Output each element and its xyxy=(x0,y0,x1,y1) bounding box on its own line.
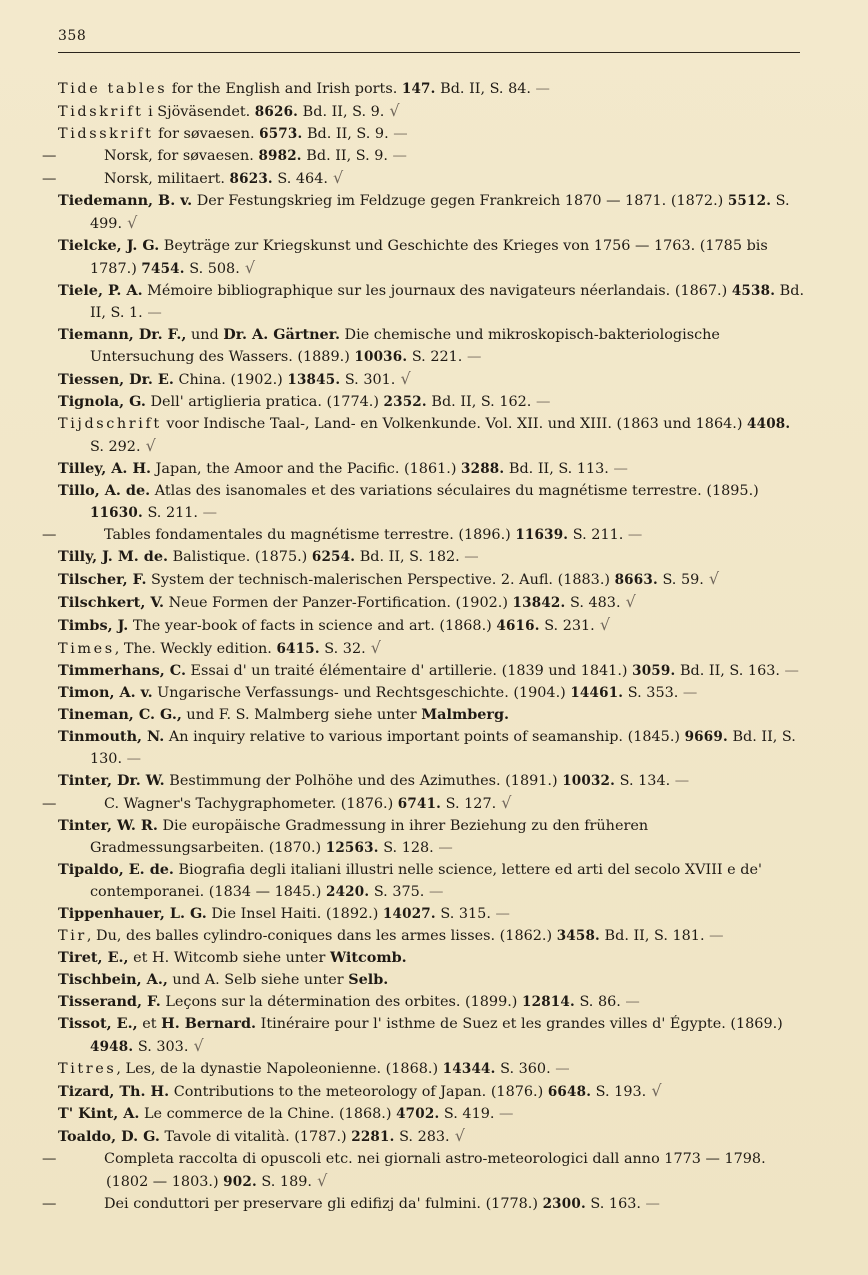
catalog-entry xyxy=(58,925,806,947)
entry-title-spaced: Tide tables xyxy=(58,81,168,97)
entry-author: Tillo, A. de. xyxy=(58,482,151,499)
entry-author: Tippenhauer, L. G. xyxy=(58,905,207,922)
entry-author: Tignola, G. xyxy=(58,393,146,410)
volume-page-ref: S. 375. xyxy=(369,884,425,900)
volume-page-ref: S. 464. xyxy=(272,171,328,187)
catalog-number: 2352. xyxy=(383,394,427,410)
handwritten-mark: — xyxy=(779,663,799,679)
catalog-entry xyxy=(58,280,806,324)
entry-author: Tilscher, F. xyxy=(58,571,147,588)
entry-text: C. Wagner's Tachygraphometer. (1876.) xyxy=(104,796,398,812)
catalog-number: 6415. xyxy=(276,641,320,657)
handwritten-mark: √ xyxy=(496,793,512,812)
entry-text: China. (1902.) xyxy=(173,372,288,388)
catalog-number: 5512. xyxy=(727,193,772,209)
catalog-entry xyxy=(58,591,806,614)
volume-page-ref: Bd. II, S. 163. xyxy=(675,663,780,679)
entry-text: und F. S. Malmberg siehe unter xyxy=(181,707,422,723)
volume-page-ref: Bd. II, S. 9. xyxy=(298,104,385,120)
handwritten-mark: — xyxy=(678,685,698,701)
handwritten-mark: — xyxy=(387,148,407,164)
volume-page-ref: S. 211. xyxy=(142,505,198,521)
volume-page-ref: Bd. II, S. 162. xyxy=(426,394,532,410)
handwritten-mark: √ xyxy=(365,638,381,657)
ditto-dash: — xyxy=(42,1151,57,1167)
header-rule xyxy=(58,52,800,53)
handwritten-mark: √ xyxy=(703,569,720,588)
volume-page-ref: S. 211. xyxy=(568,527,624,543)
entry-coauthor: Dr. A. Gärtner. xyxy=(223,326,340,343)
catalog-entry xyxy=(58,1103,806,1125)
catalog-number: 8626. xyxy=(254,104,299,120)
entry-author: Tizard, Th. H. xyxy=(58,1083,170,1100)
handwritten-mark: — xyxy=(640,1196,660,1212)
catalog-number: 6254. xyxy=(311,549,356,565)
handwritten-mark: — xyxy=(530,81,550,97)
catalog-number: 8663. xyxy=(614,572,658,588)
volume-page-ref: S. 292. xyxy=(90,439,141,455)
entry-text: Essai d' un traité élémentaire d' artillerie. (1839 und 1841.) xyxy=(185,663,633,679)
volume-page-ref: S. 301. xyxy=(340,372,396,388)
handwritten-mark: — xyxy=(490,906,510,922)
entry-text: Die chemische und mikroskopisch-bakteriologische Untersuchung des Wassers. (1889.) xyxy=(90,327,720,365)
volume-page-ref: S. 283. xyxy=(394,1129,450,1145)
entry-author: Tilschkert, V. xyxy=(58,594,165,611)
handwritten-mark: — xyxy=(388,126,408,142)
entry-author: Tiele, P. A. xyxy=(58,282,143,299)
entry-author: Tielcke, J. G. xyxy=(58,237,160,254)
catalog-number: 10036. xyxy=(354,349,408,365)
handwritten-mark: — xyxy=(550,1061,570,1077)
ditto-dash: — xyxy=(42,171,57,187)
ditto-dash: — xyxy=(42,148,57,164)
entry-author: Tinmouth, N. xyxy=(58,728,165,745)
entry-text: An inquiry relative to various important points of seamanship. (1845.) xyxy=(164,729,685,745)
catalog-number: 3288. xyxy=(461,461,505,477)
catalog-number: 13842. xyxy=(512,595,566,611)
catalog-number: 147. xyxy=(401,81,436,97)
catalog-entry xyxy=(42,167,806,190)
catalog-number: 3458. xyxy=(556,928,600,944)
catalog-number: 902. xyxy=(223,1174,257,1190)
catalog-entry xyxy=(58,770,806,792)
catalog-number: 4538. xyxy=(731,283,776,299)
entry-text: und A. Selb siehe unter xyxy=(167,972,349,988)
entry-text: Balistique. (1875.) xyxy=(168,549,312,565)
catalog-entries xyxy=(42,78,806,1215)
handwritten-mark: √ xyxy=(646,1081,662,1100)
entry-text: for søvaesen. xyxy=(153,126,260,142)
entry-text: Norsk, for søvaesen. xyxy=(104,148,259,164)
handwritten-mark: √ xyxy=(311,1171,328,1190)
volume-page-ref: S. 193. xyxy=(591,1084,647,1100)
volume-page-ref: S. 86. xyxy=(574,994,621,1010)
entry-author: Tisserand, F. xyxy=(58,993,161,1010)
entry-text: Dei conduttori per preservare gli edifizj da' fulmini. (1778.) xyxy=(104,1196,543,1212)
catalog-entry xyxy=(58,815,806,859)
handwritten-mark: √ xyxy=(122,213,138,232)
catalog-entry xyxy=(58,78,806,100)
handwritten-mark: — xyxy=(459,549,479,565)
catalog-entry xyxy=(58,682,806,704)
page-number: 358 xyxy=(58,28,87,44)
catalog-entry xyxy=(58,947,806,969)
entry-title-spaced: Tidsskrift xyxy=(58,126,154,142)
volume-page-ref: S. 128. xyxy=(378,840,434,856)
catalog-number: 9669. xyxy=(684,729,728,745)
entry-author: Timmerhans, C. xyxy=(58,662,186,679)
entry-author: Tiessen, Dr. E. xyxy=(58,371,174,388)
volume-page-ref: S. 163. xyxy=(585,1196,641,1212)
entry-text: Japan, the Amoor and the Pacific. (1861.) xyxy=(151,461,462,477)
volume-page-ref: S. 483. xyxy=(565,595,621,611)
handwritten-mark: √ xyxy=(239,258,256,277)
catalog-number: 12814. xyxy=(522,994,575,1010)
catalog-entry xyxy=(58,324,806,368)
volume-page-ref: Bd. II, S. 130. xyxy=(90,729,796,767)
handwritten-mark: — xyxy=(424,884,444,900)
volume-page-ref: S. 303. xyxy=(133,1039,189,1055)
entry-coauthor: Selb. xyxy=(348,971,389,988)
handwritten-mark: — xyxy=(704,928,724,944)
entry-text: Tables fondamentales du magnétisme terrestre. (1896.) xyxy=(104,527,516,543)
catalog-number: 14027. xyxy=(382,906,436,922)
handwritten-mark: √ xyxy=(327,168,344,187)
volume-page-ref: S. 134. xyxy=(615,773,671,789)
entry-text: Mémoire bibliographique sur les journaux des navigateurs néerlandais. (1867.) xyxy=(142,283,732,299)
entry-text: et xyxy=(137,1016,162,1032)
catalog-entry xyxy=(58,1013,806,1058)
volume-page-ref: S. 360. xyxy=(495,1061,551,1077)
catalog-number: 4948. xyxy=(90,1039,134,1055)
entry-title-spaced: Tidskrift xyxy=(58,104,144,120)
handwritten-mark: √ xyxy=(620,592,636,611)
catalog-number: 6741. xyxy=(397,796,442,812)
entry-author: Tineman, C. G., xyxy=(58,706,182,723)
entry-text: for the English and Irish ports. xyxy=(167,81,402,97)
catalog-entry xyxy=(42,524,806,546)
catalog-entry xyxy=(58,726,806,770)
entry-text: Itinéraire pour l' isthme de Suez et les grandes villes d' Égypte. (1869.) xyxy=(256,1016,783,1032)
volume-page-ref: S. 353. xyxy=(623,685,679,701)
entry-text: Dell' artiglieria pratica. (1774.) xyxy=(145,394,384,410)
entry-author: Timbs, J. xyxy=(58,617,129,634)
entry-text: Tavole di vitalità. (1787.) xyxy=(159,1129,352,1145)
catalog-entry xyxy=(58,991,806,1013)
entry-coauthor: Witcomb. xyxy=(329,949,407,966)
volume-page-ref: S. 59. xyxy=(657,572,704,588)
entry-title-spaced: Tijdschrift xyxy=(58,416,162,432)
catalog-number: 4408. xyxy=(747,416,791,432)
catalog-entry xyxy=(58,568,806,591)
volume-page-ref: S. 419. xyxy=(439,1106,495,1122)
entry-text: i Sjöväsendet. xyxy=(143,104,255,120)
handwritten-mark: — xyxy=(142,305,162,321)
entry-author: Tilly, J. M. de. xyxy=(58,548,169,565)
catalog-entry xyxy=(42,1148,806,1193)
entry-text: Beyträge zur Kriegskunst und Geschichte des Krieges von 1756 — 1763. (1785 bis 1787.) xyxy=(90,238,768,277)
catalog-number: 4702. xyxy=(396,1106,440,1122)
entry-coauthor: H. Bernard. xyxy=(161,1015,257,1032)
entry-text: Norsk, militaert. xyxy=(104,171,230,187)
entry-author: Toaldo, D. G. xyxy=(58,1128,160,1145)
catalog-number: 2300. xyxy=(542,1196,586,1212)
entry-author: T' Kint, A. xyxy=(58,1105,140,1122)
catalog-number: 11639. xyxy=(515,527,569,543)
catalog-number: 8982. xyxy=(258,148,302,164)
catalog-number: 4616. xyxy=(496,618,540,634)
volume-page-ref: Bd. II, S. 113. xyxy=(504,461,609,477)
entry-text: voor Indische Taal-, Land- en Volkenkunde. Vol. XII. und XIII. (1863 und 1864.) xyxy=(161,416,748,432)
entry-author: Tissot, E., xyxy=(58,1015,138,1032)
entry-text: Contributions to the meteorology of Japan. (1876.) xyxy=(169,1084,548,1100)
catalog-entry xyxy=(58,704,806,726)
entry-text: Neue Formen der Panzer-Fortification. (1902.) xyxy=(164,595,513,611)
volume-page-ref: Bd. II, S. 1. xyxy=(90,283,805,321)
catalog-entry xyxy=(58,614,806,637)
catalog-entry xyxy=(58,859,806,903)
handwritten-mark: — xyxy=(623,527,643,543)
entry-text: Bestimmung der Polhöhe und des Azimuthes. (1891.) xyxy=(164,773,563,789)
entry-author: Tiedemann, B. v. xyxy=(58,192,193,209)
catalog-entry xyxy=(58,1058,806,1080)
handwritten-mark: — xyxy=(198,505,217,521)
entry-author: Tinter, W. R. xyxy=(58,817,158,834)
volume-page-ref: S. 231. xyxy=(539,618,595,634)
catalog-number: 12563. xyxy=(325,840,379,856)
handwritten-mark: — xyxy=(433,840,453,856)
entry-author: Tinter, Dr. W. xyxy=(58,772,165,789)
handwritten-mark: — xyxy=(122,751,142,767)
handwritten-mark: — xyxy=(494,1106,514,1122)
catalog-entry xyxy=(58,458,806,480)
catalog-entry xyxy=(58,480,806,524)
entry-text: Leçons sur la détermination des orbites. (1899.) xyxy=(160,994,523,1010)
ditto-dash: — xyxy=(42,1196,57,1212)
volume-page-ref: Bd. II, S. 9. xyxy=(301,148,388,164)
catalog-number: 11630. xyxy=(90,505,143,521)
handwritten-mark: √ xyxy=(449,1126,465,1145)
handwritten-mark: √ xyxy=(188,1036,204,1055)
catalog-entry xyxy=(58,235,806,280)
ditto-dash: — xyxy=(42,796,57,812)
catalog-number: 3059. xyxy=(632,663,676,679)
volume-page-ref: Bd. II, S. 84. xyxy=(435,81,531,97)
entry-title-spaced: Tir xyxy=(58,928,87,944)
handwritten-mark: √ xyxy=(140,436,156,455)
entry-text: Ungarische Verfassungs- und Rechtsgeschichte. (1904.) xyxy=(152,685,571,701)
handwritten-mark: — xyxy=(462,349,482,365)
handwritten-mark: √ xyxy=(395,369,411,388)
entry-text: Le commerce de la Chine. (1868.) xyxy=(139,1106,397,1122)
entry-text: et H. Witcomb siehe unter xyxy=(128,950,330,966)
volume-page-ref: S. 315. xyxy=(435,906,491,922)
entry-text: , Les, de la dynastie Napoleonienne. (1868.) xyxy=(116,1061,443,1077)
catalog-entry xyxy=(58,903,806,925)
entry-coauthor: Malmberg. xyxy=(421,706,510,723)
entry-author: Tipaldo, E. de. xyxy=(58,861,174,878)
entry-text: The year-book of facts in science and art. (1868.) xyxy=(128,618,497,634)
catalog-entry xyxy=(58,413,806,458)
entry-text: Die Insel Haiti. (1892.) xyxy=(206,906,383,922)
catalog-number: 14461. xyxy=(570,685,624,701)
catalog-entry xyxy=(58,660,806,682)
entry-author: Tiemann, Dr. F., xyxy=(58,326,187,343)
catalog-entry xyxy=(42,145,806,167)
catalog-number: 2420. xyxy=(325,884,370,900)
entry-text: Der Festungskrieg im Feldzuge gegen Frankreich 1870 — 1871. (1872.) xyxy=(192,193,728,209)
catalog-entry xyxy=(58,123,806,145)
volume-page-ref: S. 189. xyxy=(256,1174,312,1190)
volume-page-ref: S. 221. xyxy=(407,349,463,365)
catalog-entry xyxy=(42,1193,806,1215)
ditto-dash: — xyxy=(42,527,57,543)
handwritten-mark: — xyxy=(670,773,690,789)
catalog-number: 8623. xyxy=(229,171,273,187)
handwritten-mark: √ xyxy=(594,615,611,634)
entry-title-spaced: Titres xyxy=(58,1061,117,1077)
catalog-number: 10032. xyxy=(562,773,616,789)
catalog-number: 13845. xyxy=(287,372,341,388)
entry-text: , The. Weckly edition. xyxy=(114,641,277,657)
entry-text: , Du, des balles cylindro-coniques dans les armes lisses. (1862.) xyxy=(86,928,557,944)
handwritten-mark: √ xyxy=(384,101,400,120)
catalog-entry xyxy=(58,190,806,235)
entry-title-spaced: Times xyxy=(58,641,115,657)
entry-text: und xyxy=(186,327,224,343)
entry-author: Tischbein, A., xyxy=(58,971,168,988)
volume-page-ref: Bd. II, S. 181. xyxy=(599,928,705,944)
volume-page-ref: Bd. II, S. 9. xyxy=(302,126,389,142)
volume-page-ref: Bd. II, S. 182. xyxy=(355,549,460,565)
catalog-entry xyxy=(58,100,806,123)
volume-page-ref: S. 32. xyxy=(319,641,366,657)
entry-author: Tilley, A. H. xyxy=(58,460,152,477)
catalog-number: 7454. xyxy=(141,261,185,277)
handwritten-mark: — xyxy=(531,394,551,410)
catalog-entry xyxy=(58,969,806,991)
catalog-entry xyxy=(58,546,806,568)
catalog-entry xyxy=(58,1125,806,1148)
catalog-entry xyxy=(58,391,806,413)
entry-text: Die europäische Gradmessung in ihrer Beziehung zu den früheren Gradmessungsarbeiten. (1870.) xyxy=(90,818,649,856)
catalog-number: 2281. xyxy=(351,1129,395,1145)
catalog-number: 6648. xyxy=(547,1084,592,1100)
catalog-entry xyxy=(58,368,806,391)
handwritten-mark: — xyxy=(608,461,628,477)
volume-page-ref: S. 127. xyxy=(441,796,497,812)
catalog-entry xyxy=(58,1080,806,1103)
entry-author: Tiret, E., xyxy=(58,949,129,966)
catalog-number: 6573. xyxy=(259,126,303,142)
catalog-number: 14344. xyxy=(442,1061,496,1077)
catalog-entry xyxy=(58,637,806,660)
catalog-entry xyxy=(42,792,806,815)
entry-text: System der technisch-malerischen Perspective. 2. Aufl. (1883.) xyxy=(146,572,615,588)
volume-page-ref: S. 508. xyxy=(184,261,240,277)
entry-author: Timon, A. v. xyxy=(58,684,153,701)
entry-text: Completa raccolta di opuscoli etc. nei giornali astro-meteorologici dall anno 1773 — 1798. (1802 — 1803.) xyxy=(104,1151,766,1190)
entry-text: Biografia degli italiani illustri nelle science, lettere ed arti del secolo XVIII e de' contemporanei. (1834 — 1845.) xyxy=(90,862,762,900)
handwritten-mark: — xyxy=(620,994,640,1010)
entry-text: Atlas des isanomales et des variations séculaires du magnétisme terrestre. (1895.) xyxy=(150,483,759,499)
volume-page-ref: S. 499. xyxy=(90,193,790,232)
